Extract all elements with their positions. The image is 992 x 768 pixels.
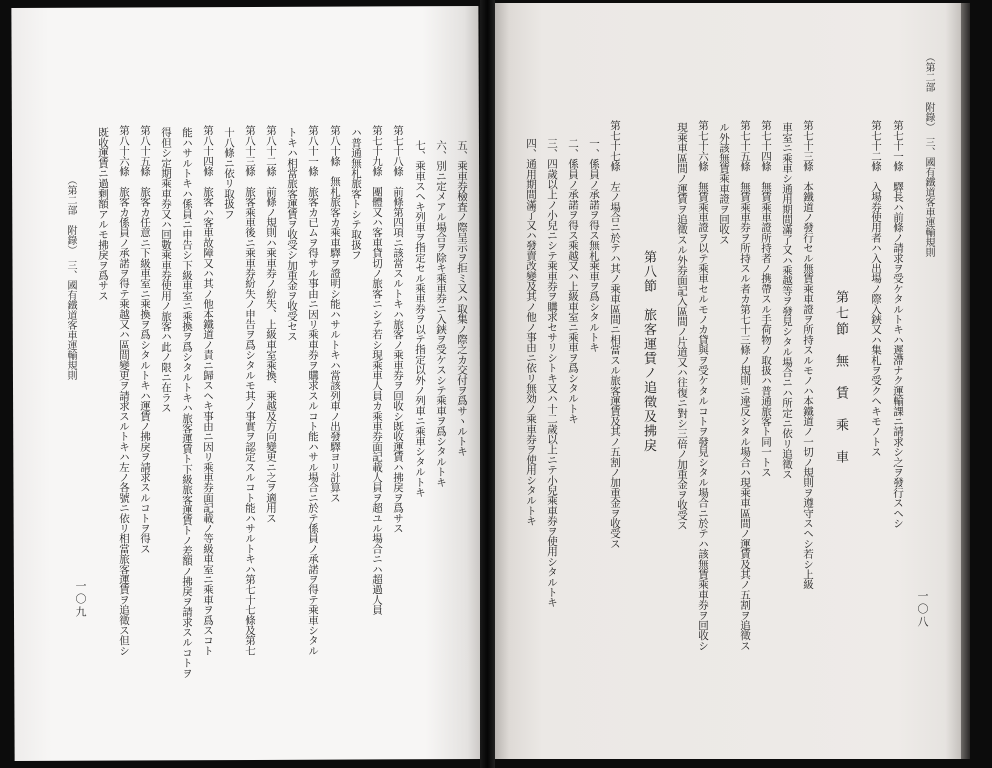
article-75-continued: ル外該無賃乘車證ヲ回收ス (718, 122, 730, 245)
article-82: 第八十二條 前條ノ規則ハ乘車券ノ紛失、上級車室乘換、乘越及方向變更ニ之ヲ適用ス (265, 125, 277, 523)
article-79-continued: ハ普通無札旅客トシテ取扱フ (350, 127, 362, 260)
article-84-proviso: 得但シ定期乘車券又ハ回數乘車券使用ノ旅客ハ此ノ限ニ在ラス (160, 127, 172, 413)
article-81: 第八十一條 旅客カ已ムヲ得サル事由ニ因リ乘車券ヲ購求スルコト能ハサル場合ニ於テ係員ノ承諾ヲ得テ乘車シタル (307, 125, 319, 656)
article-77-item-6: 六、別ニ定メアル場合ヲ除キ乘車券ニ入鋏ヲ受ケスシテ乘車ヲ爲シタルトキ (435, 140, 447, 487)
article-72: 第七十二條 入場券使用者ハ入出場ノ際入鋏又ハ集札ヲ受クヘキモノトス (870, 120, 882, 457)
article-76-continued: 現乘車區間ノ運賃ヲ追徵スル外券面記入區間ノ片道又ハ往復ニ對シ三倍ノ加重金ヲ收受ス (676, 122, 688, 531)
article-85: 第八十五條 旅客カ任意ニ下級車室ニ乘換ヲ爲シタルトキハ運賃ノ拂戾ヲ請求スルコトヲ得ス (139, 125, 151, 554)
article-74: 第七十四條 無賃乘車證所持者ノ携帶スル手荷物ノ取扱ハ普通旅客ト同一トス (760, 120, 772, 478)
right-page-running-header: （第二部 附錄） 三、國有鐵道客車運輸規則 (923, 52, 934, 257)
article-77-item-7: 七、乘車スヘキ列車ヲ指定セル乘車券ヲ以テ指定以外ノ列車ニ乘車シタルトキ (414, 140, 426, 498)
left-page-number: 一〇九 (74, 580, 87, 619)
article-73: 第七十三條 本鐵道ノ發行セル無賃乘車證ヲ所持スルモノハ本鐵道ノ一切ノ規則ヲ遵守スヘシ若シ上級 (802, 120, 814, 590)
article-77: 第七十七條 左ノ場合ニ於テハ其ノ乘車區間ニ相當スル旅客運賃及其ノ五割ノ加重金ヲ收受ス (609, 120, 621, 549)
article-78: 第七十八條 前條第四項ニ該當スルトキハ旅客ノ乘車券ヲ回收シ既收運賃ハ拂戾ヲ爲サス (392, 125, 404, 534)
article-77-item-1: 一、係員ノ承諾ヲ得ス無札乘車ヲ爲シタルトキ (588, 138, 600, 353)
book-gutter (480, 0, 495, 768)
article-79: 第七十九條 團體又ハ客車貸切ノ旅客ニシテ若シ現乘車人員カ乘車券面記載人員ヲ超ユル場合ニハ超過人員 (371, 125, 383, 615)
article-75: 第七十五條 無賃乘車券ヲ所持スル者カ第七十三條ノ規則ニ違反シタル場合ハ現乘車區間ノ運賃及其ノ五割ヲ追徵ス (739, 120, 751, 651)
article-80: 第八十條 無札旅客カ乘車驛ヲ證明シ能ハサルトキハ當該列車ノ出發驛ヨリ計算ス (329, 125, 341, 503)
right-page-number: 一〇八 (916, 590, 929, 629)
article-77-item-4: 四、通用期間滿了又ハ發賣改變及其ノ他ノ事由ニ依リ無効ノ乘車券ヲ使用シタルトキ (525, 138, 537, 526)
article-84-continued: 能ハサルトキハ係員ニ申告シ下級車室ニ乘換ヲ爲シタルトキハ旅客運賃ト下級旅客運賃トノ差額ノ拂戾ヲ請求スルコトヲ (181, 127, 193, 678)
section-8-heading: 第八節 旅客運賃ノ追徵及拂戾 (641, 250, 656, 453)
article-77-item-5: 五、乘車券檢査ノ際呈示ヲ拒ミ又ハ取集ノ際之カ交付ヲ爲サヽルトキ (456, 140, 468, 457)
article-81-continued: トキハ相當旅客運賃ヲ收受シ加重金ヲ收受セス (286, 127, 298, 342)
article-71: 第七十一條 驛長ハ前條ノ請求ヲ受ケタルトキハ遲滯ナク運輸課ニ請求シ之ヲ發行スヘシ (892, 120, 904, 529)
article-73-continued: 車室ニ乘車シ通用期間滿了又ハ乘越等ヲ發見シタル場合ニハ所定ニ依リ追徵ス (781, 122, 793, 480)
article-86-continued: 既收運賃ニ過剩額アルモ拂戾ヲ爲サス (97, 127, 109, 301)
article-83-continued: 十八條ニ依リ取扱フ (223, 127, 235, 219)
article-86: 第八十六條 旅客カ係員ノ承諾ヲ得テ乘越又ハ區間變更ヲ請求スルトキハ左ノ各號ニ依リ相當旅客運賃ヲ追徵ス但シ (118, 125, 130, 656)
left-page-running-header: （第二部 附錄） 三、國有鐵道客車運輸規則 (65, 175, 76, 380)
article-84: 第八十四條 旅客ハ客車故障又ハ其ノ他本鐵道ノ責ニ歸スヘキ事由ニ因リ乘車券面記載ノ等級車室ニ乘車ヲ爲スコト (202, 125, 214, 656)
article-77-item-2: 二、係員ノ承諾ヲ得ス乘越又ハ上級車室ニ乘車ヲ爲シタルトキ (567, 138, 579, 424)
article-77-item-3: 三、四歲以上ノ小兒ニシテ乘車券ヲ購求セサリシトキ又ハ十二歲以上ニテ小兒乘車券ヲ使用シタルトキ (546, 138, 558, 608)
right-page-edge (961, 3, 970, 759)
article-83: 第八十三條 旅客乘車後ニ乘車券紛失ノ申告ヲ爲シタルモ其ノ事實ヲ認定スルコト能ハサルトキハ第七十七條及第七 (244, 125, 256, 656)
section-7-heading: 第七節 無 賃 乘 車 (833, 290, 848, 466)
article-76: 第七十六條 無賃乘車證ヲ以テ乘車セルモノカ貸與ヲ受ケタルコトヲ發見シタル場合ニ於テハ該無賃乘車券ヲ回收シ (697, 120, 709, 651)
